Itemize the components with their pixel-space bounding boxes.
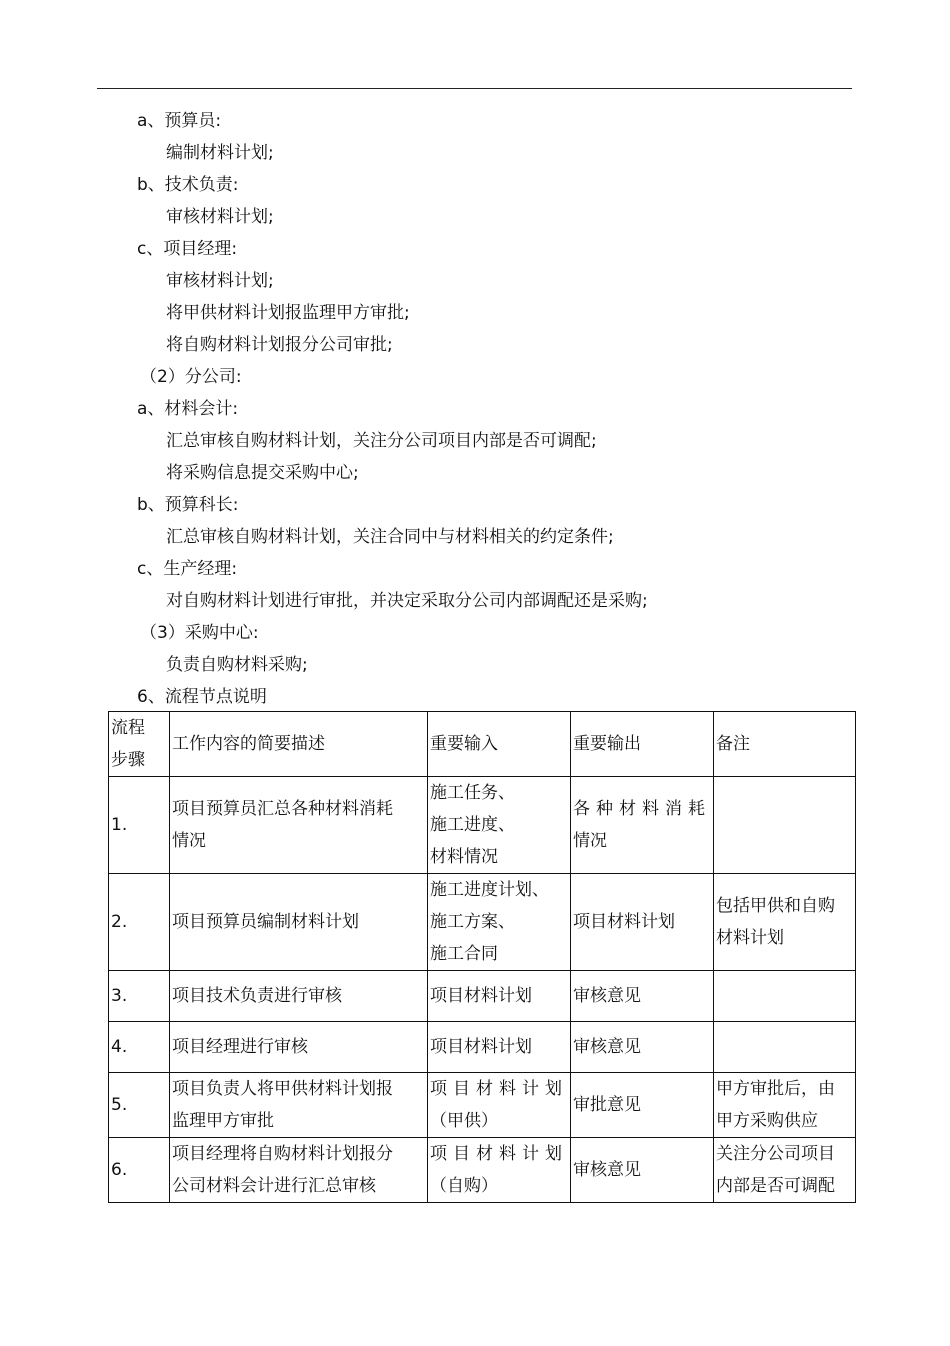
text-line: 将自购材料计划报分公司审批; <box>166 335 393 355</box>
input-cell: 施工任务、 施工进度、 材料情况 <box>428 777 571 874</box>
table-row <box>109 1022 856 1073</box>
text-line: 汇总审核自购材料计划，关注分公司项目内部是否可调配; <box>166 431 597 451</box>
desc-cell: 项目经理将自购材料计划报分 公司材料会计进行汇总审核 <box>170 1138 428 1203</box>
section-heading: 6、流程节点说明 <box>137 687 267 707</box>
text-line: 负责自购材料采购; <box>166 655 308 675</box>
table-row <box>109 1073 856 1138</box>
text-line: a、预算员: <box>137 111 222 131</box>
note-cell: 甲方审批后，由 甲方采购供应 <box>714 1073 856 1138</box>
output-cell: 审核意见 <box>571 971 714 1022</box>
text-line: 审核材料计划; <box>166 207 274 227</box>
step-cell: 6. <box>109 1138 170 1203</box>
header-cell: 重要输入 <box>428 712 571 777</box>
header-rule <box>97 88 852 89</box>
output-cell: 审核意见 <box>571 1138 714 1203</box>
step-cell: 2. <box>109 874 170 971</box>
input-cell: 项目材料计划 （自购） <box>428 1138 571 1203</box>
text-line: 汇总审核自购材料计划，关注合同中与材料相关的约定条件; <box>166 527 614 547</box>
note-cell <box>714 971 856 1022</box>
text-line: 将甲供材料计划报监理甲方审批; <box>166 303 410 323</box>
output-cell: 各种材料消耗 情况 <box>571 777 714 874</box>
section-heading: （3）采购中心: <box>140 623 259 643</box>
header-cell: 工作内容的简要描述 <box>170 712 428 777</box>
text-line: 审核材料计划; <box>166 271 274 291</box>
desc-cell: 项目经理进行审核 <box>170 1022 428 1073</box>
desc-cell: 项目预算员编制材料计划 <box>170 874 428 971</box>
step-cell: 5. <box>109 1073 170 1138</box>
text-line: c、生产经理: <box>137 559 238 579</box>
input-cell: 项目材料计划 （甲供） <box>428 1073 571 1138</box>
header-cell: 重要输出 <box>571 712 714 777</box>
note-cell <box>714 1022 856 1073</box>
text-line: 将采购信息提交采购中心; <box>166 463 359 483</box>
note-cell <box>714 777 856 874</box>
text-line: b、技术负责: <box>137 175 239 195</box>
output-cell: 审批意见 <box>571 1073 714 1138</box>
text-line: b、预算科长: <box>137 495 239 515</box>
text-line: c、项目经理: <box>137 239 238 259</box>
step-cell: 1. <box>109 777 170 874</box>
table-row <box>109 777 856 874</box>
step-cell: 3. <box>109 971 170 1022</box>
desc-cell: 项目技术负责进行审核 <box>170 971 428 1022</box>
table-header-row <box>109 712 856 777</box>
section-heading: （2）分公司: <box>140 367 242 387</box>
desc-cell: 项目负责人将甲供材料计划报 监理甲方审批 <box>170 1073 428 1138</box>
output-cell: 审核意见 <box>571 1022 714 1073</box>
text-line: a、材料会计: <box>137 399 239 419</box>
input-cell: 项目材料计划 <box>428 1022 571 1073</box>
input-cell: 施工进度计划、 施工方案、 施工合同 <box>428 874 571 971</box>
output-cell: 项目材料计划 <box>571 874 714 971</box>
table-row <box>109 874 856 971</box>
note-cell: 关注分公司项目 内部是否可调配 <box>714 1138 856 1203</box>
text-line: 对自购材料计划进行审批，并决定采取分公司内部调配还是采购; <box>166 591 648 611</box>
header-cell: 流程 步骤 <box>109 712 170 777</box>
header-cell: 备注 <box>714 712 856 777</box>
table-row <box>109 971 856 1022</box>
input-cell: 项目材料计划 <box>428 971 571 1022</box>
step-cell: 4. <box>109 1022 170 1073</box>
table-row <box>109 1138 856 1203</box>
text-line: 编制材料计划; <box>166 143 274 163</box>
note-cell: 包括甲供和自购 材料计划 <box>714 874 856 971</box>
desc-cell: 项目预算员汇总各种材料消耗 情况 <box>170 777 428 874</box>
process-table <box>108 711 856 1203</box>
